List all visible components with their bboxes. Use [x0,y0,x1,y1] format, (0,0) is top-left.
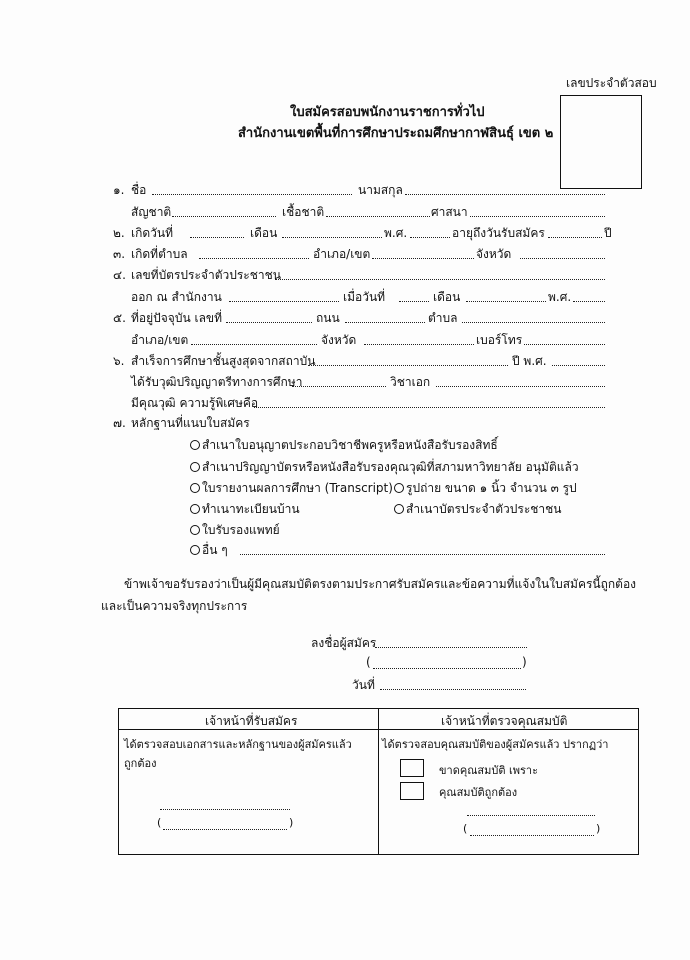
surname-field[interactable] [405,194,605,195]
birth-day-field[interactable] [190,237,244,238]
form-title: ใบสมัครสอบพนักงานราชการทั่วไป [290,105,485,120]
grad-year-label: ปี พ.ศ. [512,354,547,368]
issued-year-field[interactable] [573,301,605,302]
address-district-label: อำเภอ/เขต [131,333,189,347]
birth-province-label: จังหวัด [476,247,512,261]
sign-paren-close: ) [522,655,527,669]
qualified-checkbox[interactable] [400,782,424,800]
section-3-number: ๓. [113,247,126,261]
attachment-item[interactable]: สำเนาบัตรประจำตัวประชาชน [394,500,562,519]
birth-month-label: เดือน [250,226,278,240]
birth-subdistrict-label: เกิดที่ตำบล [131,247,188,261]
sign-date-label: วันที่ [352,678,375,692]
applicant-sign-label: ลงชื่อผู้สมัคร [311,636,377,650]
attachment-item[interactable]: สำเนาใบอนุญาตประกอบวิชาชีพครูหรือหนังสือรับรองสิทธิ์ [190,436,498,455]
race-label: เชื้อชาติ [282,205,325,219]
major-field[interactable] [436,386,605,387]
birth-district-field[interactable] [372,258,474,259]
receiving-officer-text: ได้ตรวจสอบเอกสารและหลักฐานของผู้สมัครแล้ว [124,738,352,751]
photo-box [560,95,642,189]
phone-field[interactable] [524,344,605,345]
section-2-number: ๒. [113,226,125,240]
phone-label: เบอร์โทร [476,333,523,347]
issued-date-label: เมื่อวันที่ [343,290,386,304]
birth-subdistrict-field[interactable] [199,258,309,259]
attachment-item[interactable]: อื่น ๆ [190,541,228,560]
road-label: ถนน [316,311,340,325]
grad-year-field[interactable] [552,365,605,366]
birth-year-label: พ.ศ. [384,226,408,240]
form-subtitle: สำนักงานเขตพื้นที่การศึกษาประถมศึกษากาฬสินธุ์ เขต ๒ [238,126,554,141]
issued-month-field[interactable] [466,301,546,302]
road-field[interactable] [345,322,425,323]
address-no-field[interactable] [226,322,312,323]
section-5-number: ๕. [113,311,126,325]
degree-field[interactable] [292,386,386,387]
radio-circle-icon[interactable] [394,483,404,493]
qualification-paren-close: ) [596,822,601,835]
birth-day-label: เกิดวันที่ [131,226,174,240]
attachment-item[interactable]: รูปถ่าย ขนาด ๑ นิ้ว จำนวน ๓ รูป [394,479,577,498]
issued-year-label: พ.ศ. [548,290,572,304]
qualification-officer-name-field[interactable] [470,835,594,836]
lacks-qualification-checkbox[interactable] [400,759,424,777]
address-subdistrict-label: ตำบล [428,311,458,325]
qualification-officer-text: ได้ตรวจสอบคุณสมบัติของผู้สมัครแล้ว ปรากฏว่า [382,738,609,751]
id-card-field[interactable] [275,279,605,280]
special-label: มีคุณวุฒิ ความรู้พิเศษคือ [131,396,259,410]
attachment-item[interactable]: ทำเนาทะเบียนบ้าน [190,500,300,519]
table-column-divider [378,709,379,854]
receiving-paren-open: ( [157,816,162,829]
birth-year-field[interactable] [410,237,450,238]
age-field[interactable] [548,237,602,238]
receiving-officer-name-field[interactable] [163,829,287,830]
address-district-field[interactable] [191,344,317,345]
years-label: ปี [604,226,612,240]
lacks-qualification-label: ขาดคุณสมบัติ เพราะ [439,764,538,777]
radio-circle-icon[interactable] [190,545,200,555]
radio-circle-icon[interactable] [190,525,200,535]
section-4-number: ๔. [113,268,126,282]
receiving-officer-text-2: ถูกต้อง [124,757,157,770]
other-attachment-field[interactable] [240,554,605,555]
attachments-label: หลักฐานที่แนบใบสมัคร [131,416,250,430]
degree-label: ได้รับวุฒิปริญญาตรีทางการศึกษา [131,375,303,389]
nationality-label: สัญชาติ [131,205,172,219]
surname-label: นามสกุล [358,183,403,197]
age-label: อายุถึงวันรับสมัคร [452,226,545,240]
radio-circle-icon[interactable] [190,440,200,450]
birth-month-field[interactable] [282,237,382,238]
name-label: ชื่อ [131,183,147,197]
sign-paren-open: ( [366,655,371,669]
religion-field[interactable] [470,216,605,217]
declaration-line-2: และเป็นความจริงทุกประการ [101,599,248,613]
birth-district-label: อำเภอ/เขต [313,247,371,261]
address-province-label: จังหวัด [321,333,357,347]
qualification-officer-sign-field[interactable] [467,815,595,816]
issued-at-field[interactable] [229,301,339,302]
major-label: วิชาเอก [390,375,431,389]
address-subdistrict-field[interactable] [462,322,605,323]
nationality-field[interactable] [172,216,276,217]
receiving-officer-header: เจ้าหน้าที่รับสมัคร [205,714,298,728]
declaration-line-1: ข้าพเจ้าขอรับรองว่าเป็นผู้มีคุณสมบัติตรงตามประกาศรับสมัครและข้อความที่แจ้งในใบสมัครนี้ถูกต้อง [124,577,637,591]
sign-date-field[interactable] [380,689,526,690]
exam-number-label: เลขประจำตัวสอบ [566,76,657,90]
graduated-label: สำเร็จการศึกษาชั้นสูงสุดจากสถาบัน [131,354,316,368]
receiving-officer-sign-field[interactable] [160,809,290,810]
officer-table [118,708,639,855]
qualification-paren-open: ( [463,822,468,835]
birth-province-field[interactable] [520,258,605,259]
issued-month-label: เดือน [433,290,461,304]
race-field[interactable] [326,216,430,217]
receiving-paren-close: ) [289,816,294,829]
section-7-number: ๗. [113,416,126,430]
radio-circle-icon[interactable] [190,504,200,514]
qualified-label: คุณสมบัติถูกต้อง [439,786,518,799]
address-province-field[interactable] [364,344,474,345]
attachment-item[interactable]: ใบรายงานผลการศึกษา (Transcript) [190,479,393,498]
applicant-sign-field[interactable] [375,647,527,648]
radio-circle-icon[interactable] [394,504,404,514]
address-no-label: ที่อยู่ปัจจุบัน เลขที่ [131,311,223,325]
religion-label: ศาสนา [431,205,468,219]
issued-date-field[interactable] [399,301,429,302]
section-6-number: ๖. [113,354,125,368]
graduated-field[interactable] [308,365,508,366]
section-1-number: ๑. [113,183,125,197]
name-field[interactable] [152,194,352,195]
attachment-item[interactable]: สำเนาปริญญาบัตรหรือหนังสือรับรองคุณวุฒิที่สภามหาวิทยาลัย อนุมัติแล้ว [190,458,579,477]
issued-at-label: ออก ณ สำนักงาน [131,290,222,304]
qualification-officer-header: เจ้าหน้าที่ตรวจคุณสมบัติ [441,714,568,728]
id-card-label: เลขที่บัตรประจำตัวประชาชน [131,268,281,282]
attachment-item[interactable]: ใบรับรองแพทย์ [190,521,280,540]
radio-circle-icon[interactable] [190,462,200,472]
special-field[interactable] [254,407,605,408]
radio-circle-icon[interactable] [190,483,200,493]
applicant-printed-name-field[interactable] [373,668,521,669]
